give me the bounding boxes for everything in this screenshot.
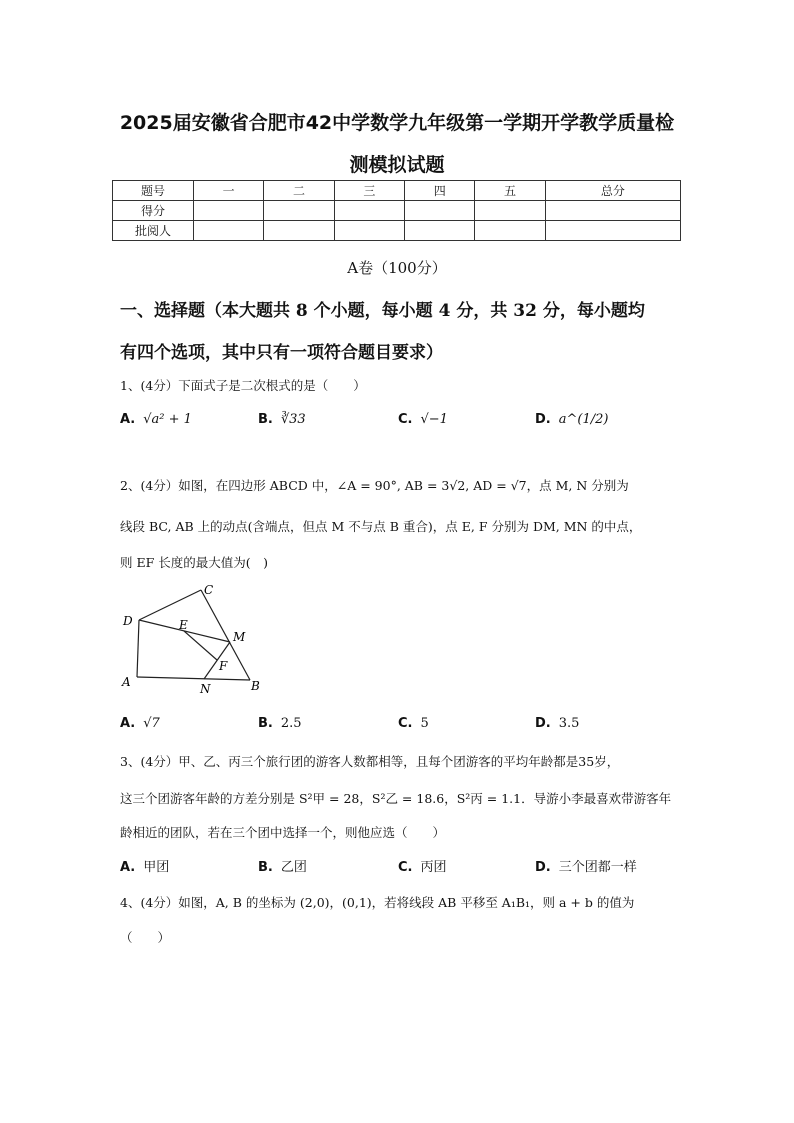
- q3-option-d: [535, 856, 637, 875]
- header-cell: 二: [264, 181, 334, 201]
- label-f: F: [219, 659, 228, 673]
- option-text: 2.5: [280, 716, 302, 731]
- quadrilateral-figure: [115, 580, 275, 700]
- q2-line1: 2、(4分）如图，在四边形 ABCD 中，∠A = 90°, AB = 3√2, AD = √7，点 M, N 分别为: [120, 478, 629, 493]
- q2-line2: 线段 BC, AB 上的动点(含端点，但点 M 不与点 B 重合)，点 E, F 分别为 DM, MN 的中点，: [120, 519, 642, 534]
- q3-line2: 这三个团游客年龄的方差分别是 S²甲 = 28，S²乙 = 18.6，S²丙 = 1.1．导游小李最喜欢带游客年: [120, 791, 672, 806]
- reviewer-cell: [334, 221, 404, 241]
- option-letter: A.: [120, 412, 136, 427]
- label-c: C: [204, 583, 214, 597]
- option-letter: D.: [535, 412, 551, 427]
- option-text: √7: [143, 716, 160, 731]
- option-letter: C.: [398, 412, 413, 427]
- option-letter: B.: [258, 860, 273, 875]
- q3-option-b: [258, 856, 307, 875]
- q2-line3: 则 EF 长度的最大值为( ): [120, 555, 268, 570]
- label-n: N: [200, 682, 211, 696]
- option-text: 丙团: [420, 860, 447, 875]
- option-text: 5: [420, 716, 429, 731]
- option-text: ∛33: [280, 412, 306, 427]
- q3-option-c: [398, 856, 447, 875]
- segment-dc: [139, 590, 201, 620]
- q2-option-d: [535, 716, 579, 731]
- label-b: B: [251, 679, 260, 693]
- segment-da: [137, 620, 139, 677]
- label-e: E: [179, 618, 188, 632]
- score-cell: [264, 201, 334, 221]
- q1-option-b: [258, 412, 306, 427]
- q1-stem: 1、(4分）下面式子是二次根式的是（ ）: [120, 378, 366, 393]
- option-letter: C.: [398, 860, 413, 875]
- q4-line2: （ ）: [120, 930, 171, 945]
- q2-option-a: [120, 716, 160, 731]
- option-letter: A.: [120, 860, 136, 875]
- reviewer-row: [113, 221, 681, 241]
- reviewer-cell: [545, 221, 680, 241]
- header-cell: 三: [334, 181, 404, 201]
- option-text: √−1: [420, 412, 448, 427]
- score-cell: [194, 201, 264, 221]
- option-letter: D.: [535, 860, 551, 875]
- score-table: [112, 180, 681, 241]
- option-text: 乙团: [280, 860, 307, 875]
- option-text: √a² + 1: [143, 412, 192, 427]
- q4-line1: 4、(4分）如图，A, B 的坐标为 (2,0)，(0,1)，若将线段 AB 平移至 A₁B₁，则 a + b 的值为: [120, 895, 635, 910]
- reviewer-cell: [264, 221, 334, 241]
- label-d: D: [123, 614, 133, 628]
- option-letter: D.: [535, 716, 551, 731]
- score-cell: [545, 201, 680, 221]
- reviewer-cell: [475, 221, 545, 241]
- paper-subtitle: A卷（100分）: [347, 259, 447, 277]
- reviewer-cell: [194, 221, 264, 241]
- header-cell: 四: [405, 181, 475, 201]
- q1-option-c: [398, 412, 448, 427]
- header-cell: 题号: [113, 181, 194, 201]
- option-letter: B.: [258, 412, 273, 427]
- score-cell: [334, 201, 404, 221]
- q2-option-c: [398, 716, 429, 731]
- q1-option-d: [535, 412, 608, 427]
- row-label: 得分: [113, 201, 194, 221]
- q3-line3: 龄相近的团队，若在三个团中选择一个，则他应选（ ）: [120, 825, 446, 840]
- option-letter: C.: [398, 716, 413, 731]
- segment-ab: [137, 677, 250, 680]
- score-cell: [475, 201, 545, 221]
- option-text: 三个团都一样: [558, 860, 637, 875]
- section-heading-line2: 有四个选项，其中只有一项符合题目要求）: [120, 343, 443, 363]
- q3-line1: 3、(4分）甲、乙、丙三个旅行团的游客人数都相等，且每个团游客的平均年龄都是35岁，: [120, 754, 620, 769]
- q3-option-a: [120, 856, 169, 875]
- row-label: 批阅人: [113, 221, 194, 241]
- exam-title-line1: 2025届安徽省合肥市42中学数学九年级第一学期开学教学质量检: [119, 112, 675, 134]
- header-cell: 五: [475, 181, 545, 201]
- q1-option-a: [120, 412, 192, 427]
- option-letter: A.: [120, 716, 136, 731]
- q2-option-b: [258, 716, 302, 731]
- header-cell: 一: [194, 181, 264, 201]
- label-a: A: [122, 675, 131, 689]
- exam-title-line2: 测模拟试题: [349, 154, 445, 176]
- option-text: a^(1/2): [558, 412, 609, 427]
- header-cell: 总分: [545, 181, 680, 201]
- label-m: M: [233, 630, 246, 644]
- option-text: 甲团: [143, 860, 170, 875]
- section-heading-line1: 一、选择题（本大题共 8 个小题，每小题 4 分，共 32 分，每小题均: [120, 301, 645, 321]
- score-cell: [405, 201, 475, 221]
- score-row: [113, 201, 681, 221]
- option-letter: B.: [258, 716, 273, 731]
- score-table-header-row: [113, 181, 681, 201]
- reviewer-cell: [405, 221, 475, 241]
- option-text: 3.5: [558, 716, 580, 731]
